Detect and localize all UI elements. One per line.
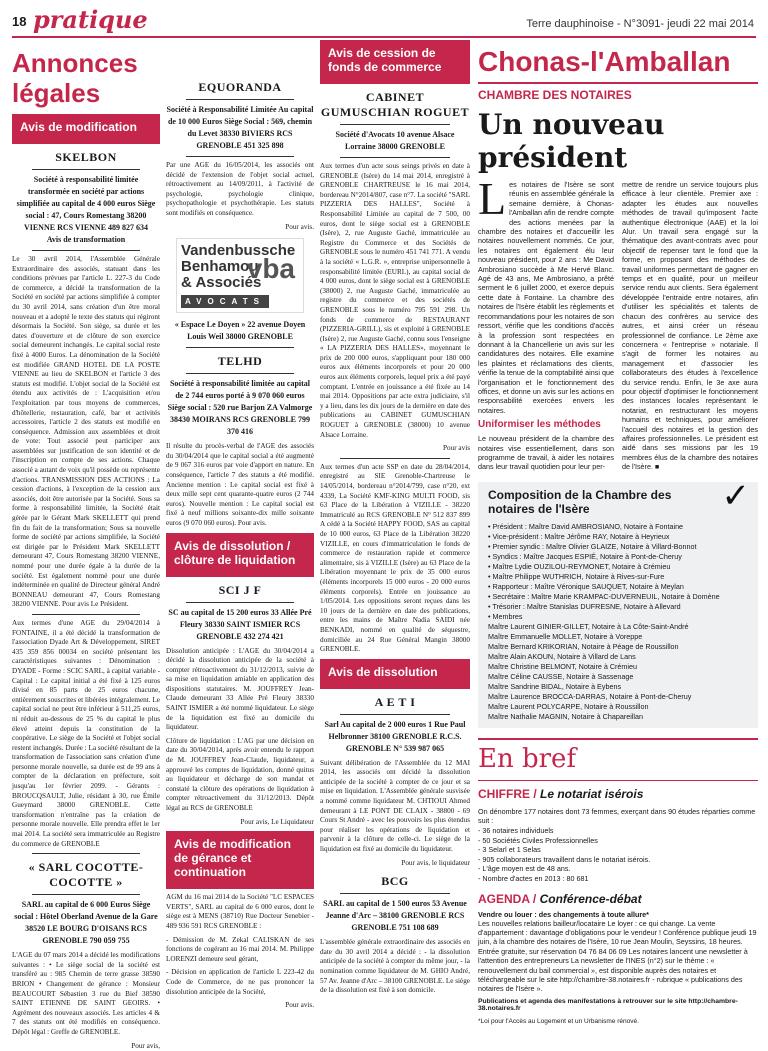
ad-body: - Décision en application de l'article L 223-42 du Code de Commerce, de ne pas prononcer la dissolution anticipée de la Société, — [166, 968, 314, 996]
composition-item: • Président : Maître David AMBROSIANO, Notaire à Fontaine — [488, 521, 684, 531]
chiffre-title: Le notariat isérois — [540, 786, 644, 801]
ad-company-name: SCI J F — [218, 582, 262, 597]
ad-company-info: Société d'Avocats 10 avenue Alsace Lorraine 38000 GRENOBLE — [335, 130, 455, 151]
ad-signature: Pour avis, — [131, 1041, 160, 1050]
ad-signature: Pour avis, Le Liquidateur — [240, 817, 314, 826]
chiffre-item: - 3 Selarl et 1 Selas — [478, 845, 541, 855]
dateline: Terre dauphinoise - N°3091- jeudi 22 mai 2014 — [526, 18, 754, 30]
composition-item: • Maître Lydie OUZILOU-REYMONET, Notaire à Crémieu — [488, 561, 671, 571]
ad-body: AGM du 16 mai 2014 de la Société "LC ESPACES VERTS", SARL au capital de 6 000 euros, dont le siège est à MENS (38710) Rue Docteur Senebier - 489 936 591 RCS GRENOBLE : — [166, 893, 314, 930]
agenda-label: AGENDA / — [478, 891, 537, 906]
law-firm-logo — [176, 238, 304, 313]
article-body — [478, 173, 758, 472]
composition-item: • Syndics : Maître Jacques ESPIÉ, Notaire à Pont-de-Cheruy — [488, 551, 682, 561]
category-bar: Avis de modification — [12, 114, 160, 144]
ad-company-name: EQUORANDA — [198, 80, 282, 94]
ad-kind: Avis de transformation — [46, 235, 126, 244]
agenda-body: Les nouvelles relations bailleur/locataire Le loyer : ce qui change. La vente d'appartement : davantage d'obligations pour le vendeur ! Conférence publique jeudi 19 juin, à la chambre des notaires de l'Isère, 10 rue Jean Moulin, Seyssins, 18 heures. Entrée gratuite, sur réservation 04 76 84 06 09 Les notaires lancent une newsletter à l'attention des entrepreneurs La newsletter de l'INES (n°2) sur le thème : « renouvellement du bail commercial », est disponible auprès des notaires et téléchargeable sur le site http://chambre-38.notaires.fr - rubrique « publications des notaires de l'Isère ». — [478, 918, 757, 994]
ad-company-name: « SARL COCOTTE-COCOTTE » — [28, 860, 144, 890]
composition-item: Maître Laurent GINIER-GILLET, Notaire à La Côte-Saint-André — [488, 621, 689, 631]
article-text: es notaires de l'Isère se sont réunis en assemblée générale la semaine dernière, à Chonas-l'Amballan afin de rendre compte des actions menées par la chambre des notaires et d'accueillir les notaires nouvellement nommés. Ce jour, les notaires ont également élu leur nouveau président, pour 2 ans : Me David Ambrosiano succède à Me Hervé Blanc. Agé de 43 ans, Me Ambrosiano, a prêté serment le 6 juillet 2000, et exerce depuis cette date à Fontaine. La chambre des notaires de l'Isère établit les règlements et recommandations pour les notaires de son ressort, vérifie que les conditions d'accès à la profession sont respectées en donnant à la Chancellerie un avis sur les candidatures des notaires. Elle examine les plaintes et réclamations des clients, vérifie la tenue de la comptabilité ainsi que l'organisation et le fonctionnement des offices, et donne un avis sur les actions en responsabilité exercées envers les notaires. — [478, 180, 614, 415]
composition-item: • Secrétaire : Maître Marie KRAMPAC-DUVERNEUIL, Notaire à Domène — [488, 591, 720, 601]
ad-body: Suivant délibération de l'Assemblée du 12 MAI 2014, les associés ont décidé la dissolution anticipée de la société à compter de ce jour et sa mise en liquidation. L'Assemblée générale susvisée a nommé comme liquidateur M. CHTIOUI Ahmed demeurant à LE PONT DE CLAIX - 38800 - 69 Cours St André - avec les pouvoirs les plus étendus pour réaliser les opérations de liquidation et parvenir à la clôture de celle-ci. Le siège de la liquidation est fixé au domicile du liquidateur. — [320, 758, 470, 854]
composition-item: Maître Laurence BROCCA-DARRAS, Notaire à Pont-de-Cheruy — [488, 691, 692, 701]
chiffre-item: - 905 collaborateurs travaillent dans le notariat isérois. — [478, 854, 651, 864]
divider — [340, 124, 450, 125]
category-bar: Avis de dissolution — [320, 659, 470, 689]
ad-company-name: BCG — [381, 874, 409, 889]
page-header — [0, 0, 768, 40]
divider — [32, 894, 140, 895]
ad-body: Aux termes d'un acte SSP en date du 28/04/2014, enregistré au SIE Grenoble-Chartreuse le 14/05/2014, bordereau n°2014/799, case n°20, ext 4339, La Société KMF-KING MULTI FOOD, sis 63 Place de la Libération à VIZILLE - 38220 Immatriculé au RCS GRENOBLE N° 512 837 899 A cédé à la Société HAPPY FOOD, SAS au capital de 10 000 euros, 63 Place de la Libération 38220 VIZILLE, en cours d'immatriculation le fonds de commerce de restauration rapide et commerce alimentaire, sis à VIZILLE (Isère) au 63 Place de la Libération moyennant le prix de 35 000 euros (éléments incorporels 15 000 euros - 20 000 euros éléments corporels). Entrée en jouissance au 1/05/2014. Les oppositions seront reçues dans les 10 jours de la dernière en date des publications, entre les mains de Maître Nadia SAIDI née BENKADI, nommé en qualité de séquestre, domiciliée au 24 Rue Général Mangin 38000 GRENOBLE. — [320, 462, 470, 654]
header-rule — [12, 36, 756, 38]
article-col — [478, 173, 614, 472]
composition-item: Maître Alain AKOUN, Notaire à Villard de Lans — [488, 651, 636, 661]
divider — [186, 99, 294, 100]
divider — [340, 458, 450, 459]
ad-body: L'assemblée générale extraordinaire des associés en date du 30 avril 2014 a décidé : - la dissolution anticipée de la société à compter du même jour, - la nomination comme liquidateur de M. GHIO André, 57 Av. Jeanne d'Arc – 38100 GRENOBLE. Le siège de la dissolution est fixé à son domicile. — [320, 938, 471, 995]
ad-signature: Pour avis. — [285, 222, 314, 231]
chiffre-item: - Nombre d'actes en 2013 : 80 681 — [478, 873, 589, 883]
category-bar: Avis de modification de gérance et continuation — [166, 831, 314, 889]
ad-body: - Démission de M. Zekal CALISKAN de ses fonctions de cogérant au 16 mai 2014. M. Philippe LORENZI demeure seul gérant, — [166, 935, 314, 963]
legal-column-1 — [12, 40, 160, 1050]
logo-text: Vandenbussche — [181, 242, 296, 260]
logo-text: Benhamou — [181, 258, 259, 276]
ad-body: Le 30 avril 2014, l'Assemblée Générale Extraordinaire des associés, statuant dans les conditions prévues par l'article L. 227-3 du Code de commerce, a décidé la transformation de la Société en société par actions simplifiée à compter du 30 avril 2014, sans création d'un être moral nouveau et a adopté le texte des statuts qui régiront désormais la Société. Son siège, sa durée et les dates d'ouverture et de clôture de son exercice social demeurent inchangés. Le capital social reste fixé à 4000 Euros. La dénomination de la Société est modifiée GRAND HOTEL DE LA POSTE VIENNE au lieu de SKELBON et l'article 3 des statuts est modifié. L'objet social de la Société est étendu aux activités de : L'acquisition et/ou l'exploitation par tous moyens de commerces, d'hôtellerie, restauration, café, bar et activités accessoires, l'article 2 des statuts est modifié en conséquence. Admission aux assemblées et droit de vote: Tout associé peut participer aux assemblées sur justification de son identité et de l'inscription en compte de ses actions. Chaque associé a autant de voix qu'il possède ou représente d'actions. TRANSMISSION DES ACTIONS : La cession d'actions, à l'exception de la cession aux associés, doit être autorisée par la Société. Sous sa forme à responsabilité limitée, la Société était gérée par le Gérant Mark SKELLETT qui prend fin du fait de la transformation; Sous sa nouvelle forme de société par actions simplifiée, la Société est dirigée par le Président Mark SKELLETT demeurant 47, Cours Romestang 38200 VIENNE, nommé pour une durée égale à la durée de la société. Est également nommé pour une durée indéterminée en qualité de Directeur général André BONNEAU demeurant 47, Cours Romestang 38200 VIENNE. Pour avis Le Président. — [12, 255, 160, 609]
category-bar: Avis de dissolution / clôture de liquidation — [166, 533, 314, 577]
checkmark-icon: ✓ — [721, 477, 750, 515]
ad-body: Aux termes d'un acte sous seings privés en date à GRENOBLE (Isère) du 14 mai 2014, enregistré à GRENOBLE CHARTREUSE le 16 mai 2014, bordereau N°2014/807, case n°7. La société "SARL PIZZERIA DES HALLES", Société à Responsabilité Limitée au capital de 7 500, 00 euros, dont le siège social est à GRENOBLE (Isère), 2, rue Auguste Gaché, immatriculée au Registre du Commerce et des Sociétés de GRENOBLE sous le numéro 451 741 771. A vendu à la société « L.G.R. », entreprise unipersonnelle à responsabilité limitée (EURL), au capital social de 4 000 euros, dont le siège social est à GRENOBLE (38000) 2, rue Auguste Gaché, immatriculée au registre du commerce et des sociétés de GRENOBLE sous le numéro 795 591 298. Un fonds de commerce de RESTAURANT (PIZZERIA-GRILL), sis et exploité à GRENOBLE (Isère) 2, rue Auguste Gaché, connu sous l'enseigne « LA PIZZERIA DES HALLES», moyennant le prix de 200 000 euros, s'appliquant pour 180 000 euros aux éléments incorporels et pour 20 000 euros aux éléments corporels, lequel prix a été payé comptant. L'entrée en jouissance a été fixée au 14 mai 2014. Oppositions par acte extra judiciaire, s'il y a lieu, dans les dix jours de la dernière en date des publications au CABINET GUMUSCHIAN ROGUET à GRENOBLE (38000) 10 avenue Alsace Lorraine. — [320, 162, 470, 439]
divider — [32, 169, 140, 170]
logo-text: & Associés — [181, 274, 262, 292]
footnote: *Loi pour l'Accès au Logement et un Urbanisme rénové. — [478, 1017, 639, 1025]
article-headline: Un nouveau président — [478, 108, 665, 174]
ad-signature: Pour avis. — [285, 1001, 314, 1010]
agenda-publication: Publications et agenda des manifestations à retrouver sur le site http://chambre-38.notaires.fr — [478, 997, 738, 1012]
ad-body: Il résulte du procès-verbal de l'AGE des associés du 30/04/2014 que le capital social a été augmenté de 9 067 316 euros par voie d'apport en nature. En conséquence, l'article 7 des statuts a été modifié. Ancienne mention : Le capital social est fixé à deux mille sept cent quarante-quatre euros (2 744 euros). Nouvelle mention : Le capital social est fixé à neuf millions soixante-dix mille soixante euros (9 070 060 euros). Pour avis. — [166, 442, 314, 527]
drop-cap: L — [478, 173, 507, 224]
article-location-title: Chonas-l'Amballan — [478, 46, 731, 77]
divider — [340, 893, 450, 894]
composition-item: Maître Céline CAUSSE, Notaire à Sassenage — [488, 671, 634, 681]
article — [478, 40, 758, 1025]
chiffre-label: CHIFFRE / — [478, 786, 537, 801]
divider — [340, 157, 450, 158]
ad-body: L'AGE du 07 mars 2014 a décidé les modifications suivantes : • Le siège social de la société est transféré au : 985 Chemin de terre grasse 38590 BRION • Changement de gérance : Monsieur BEAUCOURT Sébastien 3 rue du Bief 38590 SAINT ETIENNE DE SAINT GEOIRS. • Agrément des nouveaux associés. Les articles 4 & 7 des statuts ont été modifiés en conséquence. Dépôt légal : Greffe de GRENOBLE. — [12, 951, 160, 1036]
category-bar: Avis de cession de fonds de commerce — [320, 40, 470, 84]
logo-mark: vba — [246, 253, 295, 285]
page-number: 18 — [12, 14, 27, 29]
composition-list — [488, 522, 748, 722]
firm-address: « Espace Le Doyen » 22 avenue Doyen Louis Weil 38000 GRENOBLE — [174, 320, 306, 342]
chiffre-heading — [478, 787, 758, 801]
legal-column-3 — [320, 40, 471, 995]
composition-box — [478, 477, 758, 728]
composition-item: Maître Bernard KRIKORIAN, Notaire à Péage de Roussillon — [488, 641, 679, 651]
article-kicker: CHAMBRE DES NOTAIRES — [478, 82, 758, 102]
ad-body: Par une AGE du 16/05/2014, les associés ont décidé de l'extension de l'objet social actuel, rétroactivement au 14/09/2011, à l'activité de psychologie, psychologie clinique, psychopathologie et psychothérapie. Les statuts sont modifiés en conséquence. — [166, 161, 314, 217]
article-subhead: Uniformiser les méthodes — [478, 419, 601, 431]
logo-avocats: AVOCATS — [181, 295, 269, 308]
article-text: mettre de rendre un service toujours plus efficace à leur clientèle. Premier axe : adapter les études aux nouvelles méthodes de travail qu'imposent l'acte authentique électronique (AAE) et la loi Alur. Un travail sera engagé sur la thématique des avant-contrats avec pour objectif de repenser tant le fond que la forme, en proposant des méthodes de travail uniformes permettant de gagner en temps et en qualité, pour un meilleur service rendu aux clients. Sera également développée l'entraide entre notaires, afin d'utiliser les spécialités et talents de chacun des confrères au service des autres, et ainsi créer un réseau professionnel de confiance. Le 2ème axe concernera « l'entreprise » notariale. Il s'agit de former les notaires au management et d'associer les collaborateurs des études à l'excellence du service rendu. Enfin, le 3e axe aura pour objectif d'optimiser le fonctionnement des instances locales représentant le notariat, en restructurant les moyens humains et techniques, pour améliorer l'accueil des notaires et la gestion des affaires professionnelles. Le président est aidé dans ses missions par les 19 membres élus de la chambre des notaires de l'Isère. ■ — [622, 180, 758, 472]
ad-company-info: SC au capital de 15 200 euros 33 Allée Pré Fleury 38330 SAINT ISMIER RCS GRENOBLE 432 274 421 — [168, 607, 312, 641]
divider — [32, 250, 140, 251]
article-text: Le nouveau président de la chambre des notaires vise essentiellement, dans son programme de travail, à aider les notaires dans leur travail quotidien pour leur per- — [478, 434, 614, 472]
chiffre-item: - 50 Sociétés Civiles Professionnelles — [478, 835, 598, 845]
agenda-lead: Vendre ou louer : des changements à toute allure* — [478, 909, 649, 919]
chiffre-item: - 36 notaires individuels — [478, 825, 554, 835]
ad-company-info: SARL au capital de 6 000 Euros Siège social : Hôtel Oberland Avenue de la Gare 38520 LE BOURG D'OISANS RCS GRENOBLE 790 059 755 — [14, 900, 158, 946]
ad-company-name: TELHD — [217, 354, 263, 369]
section-title: Annonces légales — [12, 48, 138, 108]
article-col — [622, 180, 758, 472]
composition-item: Maître Laurent POLYCARPE, Notaire à Roussillon — [488, 701, 649, 711]
composition-item: Maître Sandrine BIDAL, Notaire à Eybens — [488, 681, 622, 691]
legal-column-2 — [166, 40, 314, 1010]
ad-company-name: SKELBON — [55, 150, 117, 164]
composition-item: • Vice-président : Maître Jérôme RAY, Notaire à Heyrieux — [488, 531, 670, 541]
divider — [186, 373, 294, 374]
divider — [32, 853, 140, 854]
divider — [340, 714, 450, 715]
ad-company-info: Société à Responsabilité Limitée Au capital de 10 000 Euros Siège Social : 569, chemin du Levet 38330 BIVIERS RCS GRENOBLE 451 325 898 — [166, 105, 314, 150]
composition-item: • Maître Philippe WUTHRICH, Notaire à Rives-sur-Fure — [488, 571, 665, 581]
composition-item: Maître Christine BELMONT, Notaire à Crémieu — [488, 661, 637, 671]
en-bref-title: En bref — [478, 738, 758, 781]
ad-body: Dissolution anticipée : L'AGE du 30/04/2014 a décidé la dissolution anticipée de la société à compter rétroactivement du 31/12/2013, suivie de sa mise en liquidation amiable en application des dispositions statutaires. M. JOUFFREY Jean-Claude demeurant 33 Allée Pré Fleury 38330 SAINT ISMIER a été nommé liquidateur. Le siège de la liquidation est fixé au domicile du liquidateur. — [166, 646, 314, 732]
ad-signature: Pour avis, le liquidateur — [401, 858, 470, 867]
agenda-title: Conférence-débat — [539, 891, 642, 906]
ad-company-info: SARL au capital de 1 500 euros 53 Avenue Jeanne d'Arc – 38100 GRENOBLE RCS GRENOBLE 751 108 689 — [323, 899, 467, 933]
composition-item: Maître Nathalie MAGNIN, Notaire à Chapareillan — [488, 711, 643, 721]
rubric-title: pratique — [33, 5, 148, 34]
chiffre-list — [478, 807, 758, 884]
divider — [32, 614, 140, 615]
ad-body: Aux termes d'une AGE du 29/04/2014 à FONTAINE, il a été décidé la transformation de l'association Dyade Art & Développement, SIRET 435 359 856 00034 en société présentant les caractéristiques suivantes : Dénomination : DYADE - Forme : SCIC SARL, à capital variable - Capital : Le capital initial a été fixé à 125 euros divisé en 85 parts de 25 euros chacune, entièrement souscrites et libérées intégralement. Le capital social ne peut être inférieur à 511,25 euros, ni réduit au-dessous de 25 % du capital le plus élevé atteint depuis la constitution de la coopérative. Le siège de la Société et l'objet social restent inchangés. Durée : La société résultant de la transformation de l'association sans création d'une personne morale nouvelle, sa durée est de 99 ans à compter de la déclaration en préfecture, soit jusqu'au 1er février 2099. - Gérants : BROUCQSAULT, Julie, résidant à 30, rue Émile Gueymard 38000 GRENOBLE. Cette transformation n'entraîne pas la création de personne morale nouvelle. Elle prendra effet le 1er mai 2014. La société sera immatriculée au Registre du commerce de GRENOBLE — [12, 618, 160, 848]
ad-company-info: Société à responsabilité limitée au capital de 2 744 euros porté à 9 070 060 euros Siège social : 520 rue Barjon ZA Valmorge 38430 MOIRANS RCS GRENOBLE 799 370 416 — [167, 379, 313, 437]
chiffre-item: - L'âge moyen est de 48 ans. — [478, 864, 571, 874]
ad-signature: Pour avis — [443, 444, 470, 453]
ad-body: Clôture de liquidation : L'AG par une décision en date du 30/04/2014, après avoir entendu le rapport de M. JOUFFREY Jean-Claude, liquidateur, a approuvé les comptes de liquidation, donné quitus au liquidateur et décharge de son mandat et constaté la clôture des opérations de liquidation à compter rétroactivement du 31/12/2013. Dépôt légal au RCS de GRENOBLE — [166, 736, 314, 812]
divider — [186, 602, 294, 603]
agenda-heading — [478, 892, 758, 906]
ad-company-info: Sarl Au capital de 2 000 euros 1 Rue Paul Helbronner 38100 GRENOBLE R.C.S. GRENOBLE N° 539 987 065 — [324, 719, 466, 753]
ad-company-name: CABINET GUMUSCHIAN ROGUET — [320, 90, 470, 119]
divider — [186, 156, 294, 157]
divider — [186, 347, 294, 348]
composition-item: • Membres — [488, 611, 523, 621]
ad-company-name: A E T I — [374, 694, 416, 709]
ad-company-info: Société à responsabilité limitée transformée en société par actions simplifiée au capital de 4 000 euros Siège social : 47, Cours Romestang 38200 VIENNE RCS VIENNE 489 827 634 — [16, 175, 156, 232]
composition-item: • Premier syndic : Maître Olivier GLAIZE, Notaire à Villard-Bonnot — [488, 541, 697, 551]
composition-item: Maître Emmanuelle MOLLET, Notaire à Voreppe — [488, 631, 643, 641]
composition-item: • Trésorier : Maître Stanislas DUFRESNE, Notaire à Allevard — [488, 601, 681, 611]
composition-title: Composition de la Chambre des notaires de l'Isère — [488, 487, 672, 516]
composition-item: • Rapporteur : Maître Véronique SAUQUET, Notaire à Meylan — [488, 581, 684, 591]
chiffre-item: On dénombre 177 notaires dont 73 femmes, exerçant dans 90 études réparties comme suit : — [478, 806, 756, 826]
